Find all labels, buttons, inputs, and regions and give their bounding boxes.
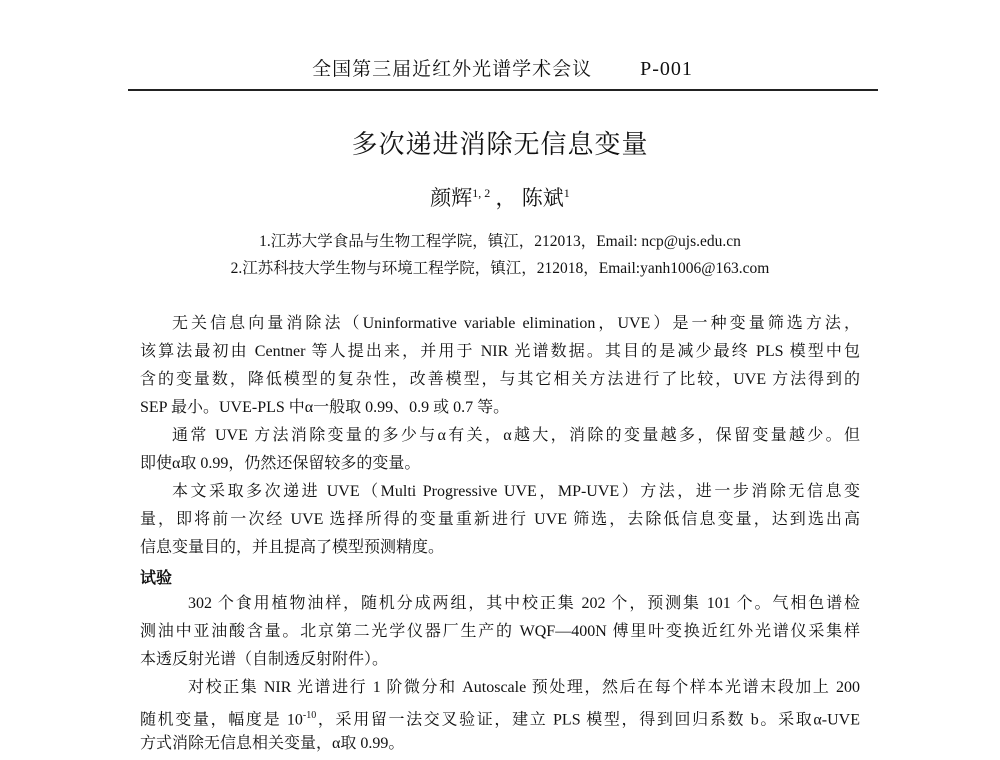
body-line: 信息变量目的，并且提高了模型预测精度。	[140, 539, 445, 556]
body-line: 通常 UVE 方法消除变量的多少与α有关，α越大，消除的变量越多，保留变量越少。但	[172, 427, 860, 444]
exponent: -10	[302, 710, 317, 721]
running-header	[130, 54, 875, 90]
paper-code: P-001	[640, 58, 693, 80]
author-name: 陈斌	[521, 186, 564, 210]
body-line: 本文采取多次递进 UVE（Multi Progressive UVE，MP-UVE）方法，进一步消除无信息变	[172, 483, 860, 500]
author-name: 颜辉	[430, 186, 473, 210]
body-line: 该算法最初由 Centner 等人提出来，并用于 NIR 光谱数据。其目的是减少最终 PLS 模型中包	[140, 343, 860, 360]
body-line: 含的变量数，降低模型的复杂性，改善模型，与其它相关方法进行了比较，UVE 方法得到的	[140, 371, 860, 388]
author-affiliation-marker: 1	[563, 186, 570, 200]
body-line: 302 个食用植物油样，随机分成两组，其中校正集 202 个，预测集 101 个。气相色谱检	[188, 595, 860, 612]
body-line: 测油中亚油酸含量。北京第二光学仪器厂生产的 WQF—400N 傅里叶变换近红外光谱仪采集样	[140, 623, 860, 640]
text-run: ，采用留一法交叉验证，建立 PLS 模型，得到回归系数 b。采取α-UVE	[316, 711, 860, 729]
body-line: SEP 最小。UVE-PLS 中α一般取 0.99、0.9 或 0.7 等。	[140, 399, 510, 416]
body-line: 量，即将前一次经 UVE 选择所得的变量重新进行 UVE 筛选，去除低信息变量，达到选出高	[140, 511, 860, 528]
affiliation: 2.江苏科技大学生物与环境工程学院，镇江，212018，Email:yanh1006@163.com	[230, 260, 770, 277]
affiliation: 1.江苏大学食品与生物工程学院，镇江，212013，Email: ncp@ujs.edu.cn	[259, 233, 741, 250]
body-line	[140, 705, 860, 727]
section-heading: 试验	[140, 570, 173, 587]
authors	[0, 182, 1000, 212]
author-separator: ，	[495, 186, 517, 210]
body-line: 本透反射光谱（自制透反射附件）。	[140, 651, 389, 668]
body-line: 无关信息向量消除法（Uninformative variable elimination，UVE）是一种变量筛选方法，	[172, 315, 860, 332]
text-run: 随机变量，幅度是 10	[140, 711, 303, 729]
body-line: 方式消除无信息相关变量，α取 0.99。	[140, 735, 405, 752]
body-line: 即使α取 0.99，仍然还保留较多的变量。	[140, 455, 421, 472]
header-rule	[128, 89, 878, 91]
paper-title: 多次递进消除无信息变量	[351, 130, 649, 160]
body-line: 对校正集 NIR 光谱进行 1 阶微分和 Autoscale 预处理，然后在每个样本光谱末段加上 200	[188, 679, 860, 696]
author-affiliation-marker: 1, 2	[472, 186, 491, 200]
conference-name: 全国第三届近红外光谱学术会议	[312, 59, 593, 80]
